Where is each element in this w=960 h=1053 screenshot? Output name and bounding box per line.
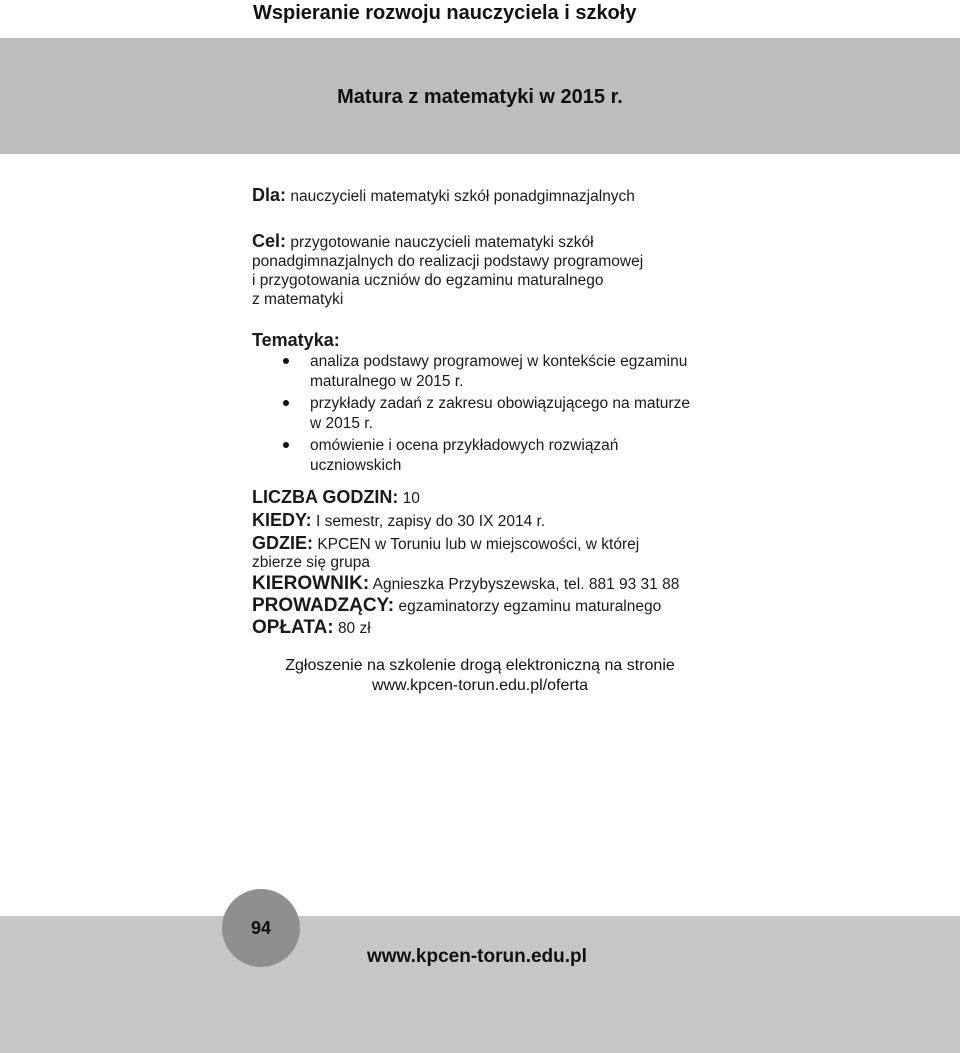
where-value-line-1: KPCEN w Toruniu lub w miejscowości, w której bbox=[317, 536, 640, 553]
registration-line-1: Zgłoszenie na szkolenie drogą elektroniczną na stronie bbox=[285, 657, 675, 674]
hours-label: LICZBA GODZIN: bbox=[252, 487, 399, 507]
goal-line-3: i przygotowania uczniów do egzaminu maturalnego bbox=[252, 272, 604, 289]
when-value: I semestr, zapisy do 30 IX 2014 r. bbox=[315, 513, 546, 530]
manager-label: KIEROWNIK: bbox=[252, 573, 370, 594]
topics-list bbox=[252, 352, 722, 478]
when-label: KIEDY: bbox=[252, 510, 312, 530]
list-item bbox=[252, 436, 722, 475]
hours-value: 10 bbox=[402, 490, 420, 507]
topic-3-line-2: uczniowskich bbox=[310, 456, 402, 474]
goal-line-4: z matematyki bbox=[252, 291, 344, 308]
where-label: GDZIE: bbox=[252, 533, 313, 553]
page-header-title: Wspieranie rozwoju nauczyciela i szkoły bbox=[253, 2, 637, 24]
topic-2-line-2: w 2015 r. bbox=[310, 414, 373, 432]
page-number-badge bbox=[222, 889, 300, 967]
goal-section bbox=[252, 232, 712, 309]
when-row bbox=[252, 509, 722, 533]
instructor-row bbox=[252, 595, 722, 618]
audience-text: nauczycieli matematyki szkół ponadgimnazjalnych bbox=[290, 188, 635, 205]
footer-band bbox=[0, 916, 960, 1053]
audience-section bbox=[252, 186, 712, 206]
goal-label: Cel: bbox=[252, 231, 287, 251]
topic-1-line-1: analiza podstawy programowej w kontekście egzaminu bbox=[310, 353, 688, 370]
fee-value: 80 zł bbox=[337, 620, 371, 637]
hours-row bbox=[252, 486, 722, 510]
manager-row bbox=[252, 573, 722, 596]
audience-label: Dla: bbox=[252, 185, 287, 205]
course-title: Matura z matematyki w 2015 r. bbox=[337, 86, 623, 108]
topics-heading bbox=[252, 330, 712, 351]
fee-label: OPŁATA: bbox=[252, 617, 334, 638]
instructor-value: egzaminatorzy egzaminu maturalnego bbox=[398, 598, 662, 615]
topic-3-line-1: omówienie i ocena przykładowych rozwiązań bbox=[310, 437, 619, 454]
list-item bbox=[252, 352, 722, 391]
topics-label: Tematyka: bbox=[252, 330, 340, 350]
list-item bbox=[252, 394, 722, 433]
bullet-icon bbox=[283, 442, 289, 448]
instructor-label: PROWADZĄCY: bbox=[252, 595, 395, 616]
goal-line-2: ponadgimnazjalnych do realizacji podstawy programowej bbox=[252, 253, 644, 270]
where-value-line-2: zbierze się grupa bbox=[252, 554, 371, 571]
title-banner bbox=[0, 38, 960, 154]
manager-value: Agnieszka Przybyszewska, tel. 881 93 31 88 bbox=[372, 576, 680, 593]
footer-website-link[interactable]: www.kpcen-torun.edu.pl bbox=[367, 946, 587, 967]
topic-1-line-2: maturalnego w 2015 r. bbox=[310, 372, 464, 390]
bullet-icon bbox=[283, 400, 289, 406]
bullet-icon bbox=[283, 358, 289, 364]
fee-row bbox=[252, 617, 722, 640]
topic-2-line-1: przykłady zadań z zakresu obowiązującego na maturze bbox=[310, 395, 690, 412]
goal-line-1: przygotowanie nauczycieli matematyki szkół bbox=[290, 234, 594, 251]
registration-link[interactable]: www.kpcen-torun.edu.pl/oferta bbox=[371, 677, 589, 694]
page-number: 94 bbox=[250, 917, 272, 938]
